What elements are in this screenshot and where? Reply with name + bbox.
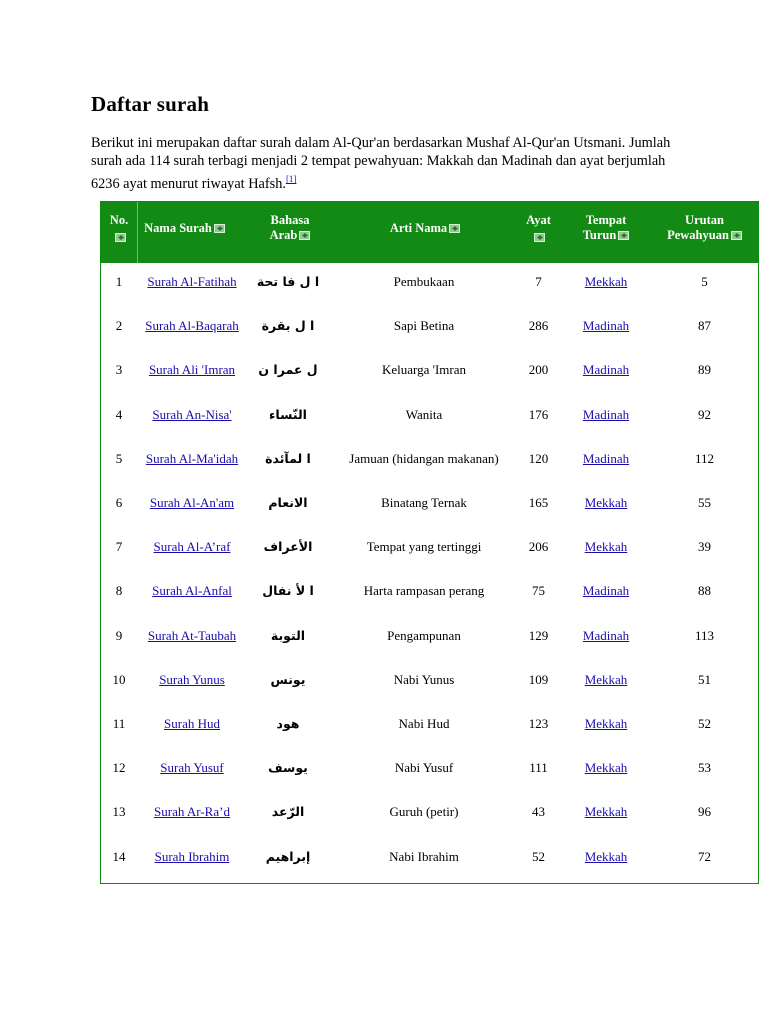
cell-bahasa-arab: الأعراف xyxy=(263,539,313,555)
table-row xyxy=(101,260,758,304)
table-row xyxy=(101,437,758,481)
cell-no: 13 xyxy=(112,804,126,820)
cell-no: 5 xyxy=(115,450,123,466)
cell-urutan-pewahyuan: 55 xyxy=(698,495,711,510)
table-row xyxy=(101,525,758,569)
header-bahasa-label: Bahasa xyxy=(270,213,310,227)
cell-no: 12 xyxy=(112,760,126,776)
cell-tempat-turun xyxy=(571,393,641,437)
cell-bahasa-arab: هود xyxy=(276,716,300,731)
cell-nama-surah xyxy=(137,348,247,392)
cell-bahasa-arab: ا لمآئدة xyxy=(265,450,311,466)
cell-no: 2 xyxy=(115,318,123,334)
cell-urutan-pewahyuan: 5 xyxy=(701,274,708,289)
table-row xyxy=(101,393,758,437)
table-row xyxy=(101,348,758,392)
table-row xyxy=(101,746,758,790)
cell-arti-nama: Nabi Yusuf xyxy=(394,760,454,776)
header-no[interactable] xyxy=(101,213,137,245)
tempat-link[interactable]: Mekkah xyxy=(584,716,628,731)
cell-ayat: 43 xyxy=(532,804,545,820)
tempat-link[interactable]: Madinah xyxy=(582,627,630,643)
cell-ayat: 111 xyxy=(529,760,548,776)
cell-urutan-pewahyuan: 72 xyxy=(698,848,711,864)
tempat-link[interactable]: Mekkah xyxy=(584,539,628,555)
cell-tempat-turun xyxy=(571,658,641,702)
sort-icon[interactable] xyxy=(214,224,225,233)
cell-ayat: 123 xyxy=(528,716,549,731)
cell-nama-surah xyxy=(137,437,247,481)
cell-ayat: 200 xyxy=(528,362,549,378)
table-row xyxy=(101,569,758,613)
cell-nama-surah xyxy=(137,569,247,613)
cell-tempat-turun xyxy=(571,835,641,879)
cell-nama-surah xyxy=(137,481,247,525)
cell-nama-surah xyxy=(137,304,247,348)
cell-bahasa-arab: ا ل فا تحة xyxy=(256,274,320,289)
surah-link[interactable]: Surah Hud xyxy=(164,716,220,731)
surah-link[interactable]: Surah Al-Anfal xyxy=(152,583,232,599)
tempat-link[interactable]: Madinah xyxy=(582,406,630,422)
intro-paragraph xyxy=(91,135,681,193)
cell-urutan-pewahyuan: 92 xyxy=(698,406,711,422)
cell-arti-nama: Nabi Yunus xyxy=(393,671,455,687)
header-arab-label: Arab xyxy=(269,228,298,242)
cell-tempat-turun xyxy=(571,437,641,481)
table-row xyxy=(101,702,758,746)
cell-ayat: 129 xyxy=(528,627,549,643)
tempat-link[interactable]: Madinah xyxy=(582,318,630,334)
surah-table xyxy=(100,201,759,884)
cell-urutan-pewahyuan: 112 xyxy=(694,450,715,466)
cell-ayat: 165 xyxy=(528,495,549,510)
footnote-ref xyxy=(286,171,297,185)
cell-ayat: 286 xyxy=(528,318,549,334)
surah-link[interactable]: Surah Al-An'am xyxy=(149,495,235,510)
cell-tempat-turun xyxy=(571,525,641,569)
sort-icon[interactable] xyxy=(449,224,460,233)
cell-bahasa-arab: يوسف xyxy=(268,760,308,776)
cell-ayat: 109 xyxy=(528,671,549,687)
cell-nama-surah xyxy=(137,393,247,437)
page-title: Daftar surah xyxy=(91,92,210,116)
surah-link[interactable]: Surah Ibrahim xyxy=(154,848,230,864)
cell-urutan-pewahyuan: 113 xyxy=(694,627,715,643)
cell-no: 7 xyxy=(115,539,123,555)
tempat-link[interactable]: Mekkah xyxy=(584,804,628,820)
cell-bahasa-arab: التوبة xyxy=(270,627,306,643)
surah-link[interactable]: Surah Al-Fatihah xyxy=(147,274,237,289)
tempat-link[interactable]: Mekkah xyxy=(584,495,628,510)
cell-tempat-turun xyxy=(571,790,641,834)
cell-urutan-pewahyuan: 89 xyxy=(698,362,711,378)
cell-tempat-turun xyxy=(571,569,641,613)
cell-nama-surah xyxy=(137,790,247,834)
cell-arti-nama: Nabi Ibrahim xyxy=(389,848,459,864)
cell-bahasa-arab: الرّعد xyxy=(271,804,305,820)
surah-link[interactable]: Surah Al-Ma'idah xyxy=(145,450,239,466)
cell-tempat-turun xyxy=(571,702,641,746)
header-pewahyuan-label: Pewahyuan xyxy=(667,228,729,242)
cell-urutan-pewahyuan: 39 xyxy=(698,539,711,555)
table-header xyxy=(101,202,758,263)
surah-link[interactable]: Surah Al-Baqarah xyxy=(145,318,239,334)
cell-tempat-turun xyxy=(571,348,641,392)
cell-bahasa-arab: ل عمرا ن xyxy=(258,362,318,378)
cell-ayat: 7 xyxy=(535,274,542,289)
cell-no: 3 xyxy=(115,362,123,378)
cell-arti-nama: Binatang Ternak xyxy=(381,495,467,510)
cell-no: 6 xyxy=(115,495,123,510)
header-bahasa-arab[interactable] xyxy=(251,213,329,243)
cell-nama-surah xyxy=(137,614,247,658)
cell-ayat: 120 xyxy=(528,450,549,466)
cell-urutan-pewahyuan: 87 xyxy=(698,318,711,334)
surah-link[interactable]: Surah Yusuf xyxy=(160,760,224,776)
cell-arti-nama: Tempat yang tertinggi xyxy=(366,539,482,555)
surah-link[interactable]: Surah Yunus xyxy=(159,671,225,687)
cell-bahasa-arab: ا ل بقرة xyxy=(261,318,315,334)
cell-tempat-turun xyxy=(571,304,641,348)
sort-icon[interactable] xyxy=(534,233,545,242)
cell-nama-surah xyxy=(137,260,247,304)
cell-arti-nama: Wanita xyxy=(405,406,443,422)
sort-icon[interactable] xyxy=(115,233,126,242)
cell-no: 8 xyxy=(115,583,123,599)
tempat-link[interactable]: Madinah xyxy=(582,362,630,378)
table-row xyxy=(101,790,758,834)
header-urutan-label: Urutan xyxy=(685,213,724,227)
cell-arti-nama: Jamuan (hidangan makanan) xyxy=(349,450,499,466)
cell-no: 9 xyxy=(115,627,123,643)
tempat-link[interactable]: Mekkah xyxy=(584,671,628,687)
table-row xyxy=(101,304,758,348)
cell-no: 10 xyxy=(112,671,126,687)
cell-arti-nama: Pembukaan xyxy=(393,274,455,289)
cell-bahasa-arab: يونس xyxy=(270,671,306,687)
cell-no: 14 xyxy=(112,848,126,864)
cell-arti-nama: Sapi Betina xyxy=(393,318,455,334)
cell-no: 11 xyxy=(112,716,126,731)
tempat-link[interactable]: Madinah xyxy=(582,450,630,466)
tempat-link[interactable]: Mekkah xyxy=(584,848,628,864)
cell-no: 1 xyxy=(115,274,123,289)
surah-link[interactable]: Surah An-Nisa' xyxy=(152,406,232,422)
cell-urutan-pewahyuan: 52 xyxy=(698,716,711,731)
cell-tempat-turun xyxy=(571,614,641,658)
intro-text: Berikut ini merupakan daftar surah dalam Al-Qur'an berdasarkan Mushaf Al-Qur'an Utsmani. Jumlah surah ada 114 surah terbagi menjadi 2 tempat pewahyuan: Makkah dan Madinah dan ayat berjumlah 6236 ayat menurut riwayat Hafsh. xyxy=(91,135,671,192)
surah-link[interactable]: Surah At-Taubah xyxy=(147,627,237,643)
cell-tempat-turun xyxy=(571,746,641,790)
surah-link[interactable]: Surah Ali 'Imran xyxy=(148,362,236,378)
cell-arti-nama: Guruh (petir) xyxy=(389,804,459,820)
header-ayat[interactable] xyxy=(506,213,571,245)
cell-urutan-pewahyuan: 96 xyxy=(698,804,711,820)
cell-bahasa-arab: النّساء xyxy=(269,406,307,422)
cell-nama-surah xyxy=(137,525,247,569)
sort-icon[interactable] xyxy=(618,231,629,240)
cell-tempat-turun xyxy=(571,481,641,525)
header-nama-surah[interactable] xyxy=(137,202,231,263)
header-nama-surah-label: Nama Surah xyxy=(144,221,212,235)
cell-no: 4 xyxy=(115,406,123,422)
table-row xyxy=(101,614,758,658)
header-ayat-label: Ayat xyxy=(526,213,551,227)
table-row xyxy=(101,481,758,525)
cell-ayat: 206 xyxy=(528,539,549,555)
sort-icon[interactable] xyxy=(299,231,310,240)
cell-arti-nama: Pengampunan xyxy=(387,627,461,643)
cell-nama-surah xyxy=(137,835,247,879)
cell-bahasa-arab: الانعام xyxy=(268,495,308,510)
cell-urutan-pewahyuan: 88 xyxy=(698,583,711,599)
cell-arti-nama: Keluarga 'Imran xyxy=(381,362,467,378)
header-arti-nama[interactable] xyxy=(347,221,503,236)
cell-nama-surah xyxy=(137,746,247,790)
tempat-link[interactable]: Madinah xyxy=(582,583,630,599)
cell-ayat: 52 xyxy=(532,848,545,864)
cell-urutan-pewahyuan: 51 xyxy=(698,671,711,687)
header-tempat-turun[interactable] xyxy=(571,213,641,243)
tempat-link[interactable]: Mekkah xyxy=(584,274,628,289)
cell-urutan-pewahyuan: 53 xyxy=(698,760,711,776)
cell-nama-surah xyxy=(137,702,247,746)
header-turun-label: Turun xyxy=(582,228,617,242)
cell-tempat-turun xyxy=(571,260,641,304)
table-row xyxy=(101,658,758,702)
table-row xyxy=(101,835,758,879)
surah-link[interactable]: Surah Al-A’raf xyxy=(153,539,231,555)
cell-nama-surah xyxy=(137,658,247,702)
cell-ayat: 176 xyxy=(528,406,549,422)
header-urutan-pewahyuan[interactable] xyxy=(657,213,752,243)
header-arti-nama-label: Arti Nama xyxy=(389,221,448,235)
sort-icon[interactable] xyxy=(731,231,742,240)
footnote-link[interactable]: [1] xyxy=(285,174,297,184)
surah-link[interactable]: Surah Ar-Ra’d xyxy=(154,804,230,820)
cell-bahasa-arab: إبراهيم xyxy=(265,848,311,864)
tempat-link[interactable]: Mekkah xyxy=(584,760,628,776)
header-no-label: No. xyxy=(109,213,129,227)
cell-arti-nama: Harta rampasan perang xyxy=(363,583,485,599)
cell-ayat: 75 xyxy=(532,583,545,599)
cell-arti-nama: Nabi Hud xyxy=(398,716,450,731)
cell-bahasa-arab: ا لأ نفال xyxy=(262,583,314,599)
header-tempat-label: Tempat xyxy=(585,213,627,227)
